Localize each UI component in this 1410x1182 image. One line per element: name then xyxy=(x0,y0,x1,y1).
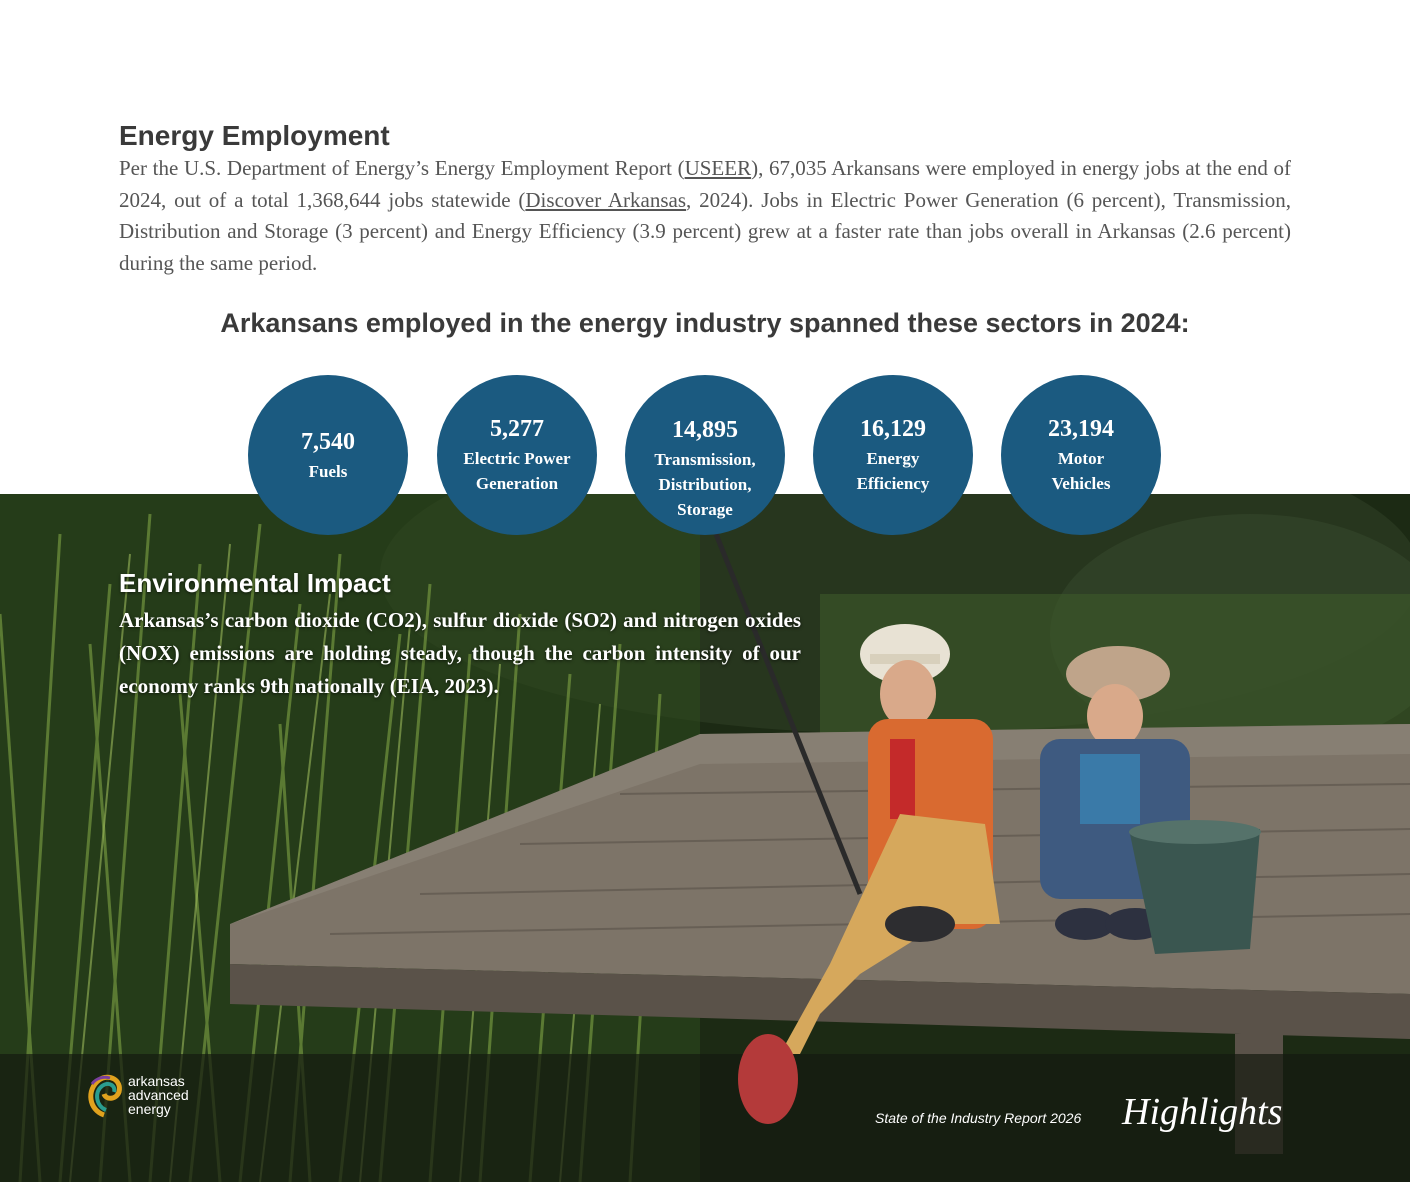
useer-link[interactable]: USEER xyxy=(684,156,752,180)
intro-text-1: Per the U.S. Department of Energy’s Energy Employment Report ( xyxy=(119,156,685,180)
logo-swirl-icon xyxy=(84,1070,124,1120)
energy-employment-heading: Energy Employment xyxy=(119,120,390,151)
logo-line: energy xyxy=(128,1101,171,1117)
sector-value: 5,277 xyxy=(490,416,544,442)
discover-arkansas-link[interactable]: Discover Arkansas xyxy=(525,187,687,212)
sector-value: 7,540 xyxy=(301,428,355,455)
sectors-heading: Arkansans employed in the energy industry spanned these sectors in 2024: xyxy=(220,308,1190,338)
sector-label: Electric Power Generation xyxy=(463,449,571,493)
highlights-title: Highlights xyxy=(1122,1091,1283,1133)
sector-circle-fuels xyxy=(248,375,408,535)
sector-circle-electric-power xyxy=(437,375,597,535)
environmental-impact-heading: Environmental Impact xyxy=(119,568,391,598)
sector-label: Transmission, Distribution, Storage xyxy=(654,449,756,519)
energy-employment-paragraph xyxy=(119,153,1291,279)
sector-label: Energy Efficiency xyxy=(856,449,930,493)
sector-circle-transmission xyxy=(625,375,785,535)
sector-value: 23,194 xyxy=(1048,416,1114,442)
arkansas-advanced-energy-logo xyxy=(84,1070,189,1120)
sector-value: 16,129 xyxy=(860,416,926,442)
environmental-impact-text: Arkansas’s carbon dioxide (CO2), sulfur dioxide (SO2) and nitrogen oxides (NOX) emissions are holding steady, though the carbon intensity of our economy ranks 9th nationally (EIA, 2023). xyxy=(119,608,801,698)
logo-line: arkansas xyxy=(128,1073,185,1089)
sector-value: 14,895 xyxy=(672,416,738,443)
report-title: State of the Industry Report 2026 xyxy=(875,1110,1082,1126)
sector-circle-motor-vehicles xyxy=(1001,375,1161,535)
logo-text xyxy=(128,1074,189,1116)
sector-label: Fuels xyxy=(308,461,348,481)
intro-text-3: , 2024). Jobs in Electric Power Generation (6 percent), Transmission, Distribution and Storage (3 percent) and Energy Efficiency (3.9 percent) grew at a faster rate than jobs overall in Arkansas (2.6 percent) during the same period. xyxy=(119,187,1291,275)
intro-text-2: ), 67,035 Arkansans were employed in energy jobs at the end of 2024, out of a total 1,368,644 jobs statewide ( xyxy=(119,156,1291,212)
logo-line: advanced xyxy=(128,1087,189,1103)
sector-circle-energy-efficiency xyxy=(813,375,973,535)
sector-label: Motor Vehicles xyxy=(1051,449,1111,493)
